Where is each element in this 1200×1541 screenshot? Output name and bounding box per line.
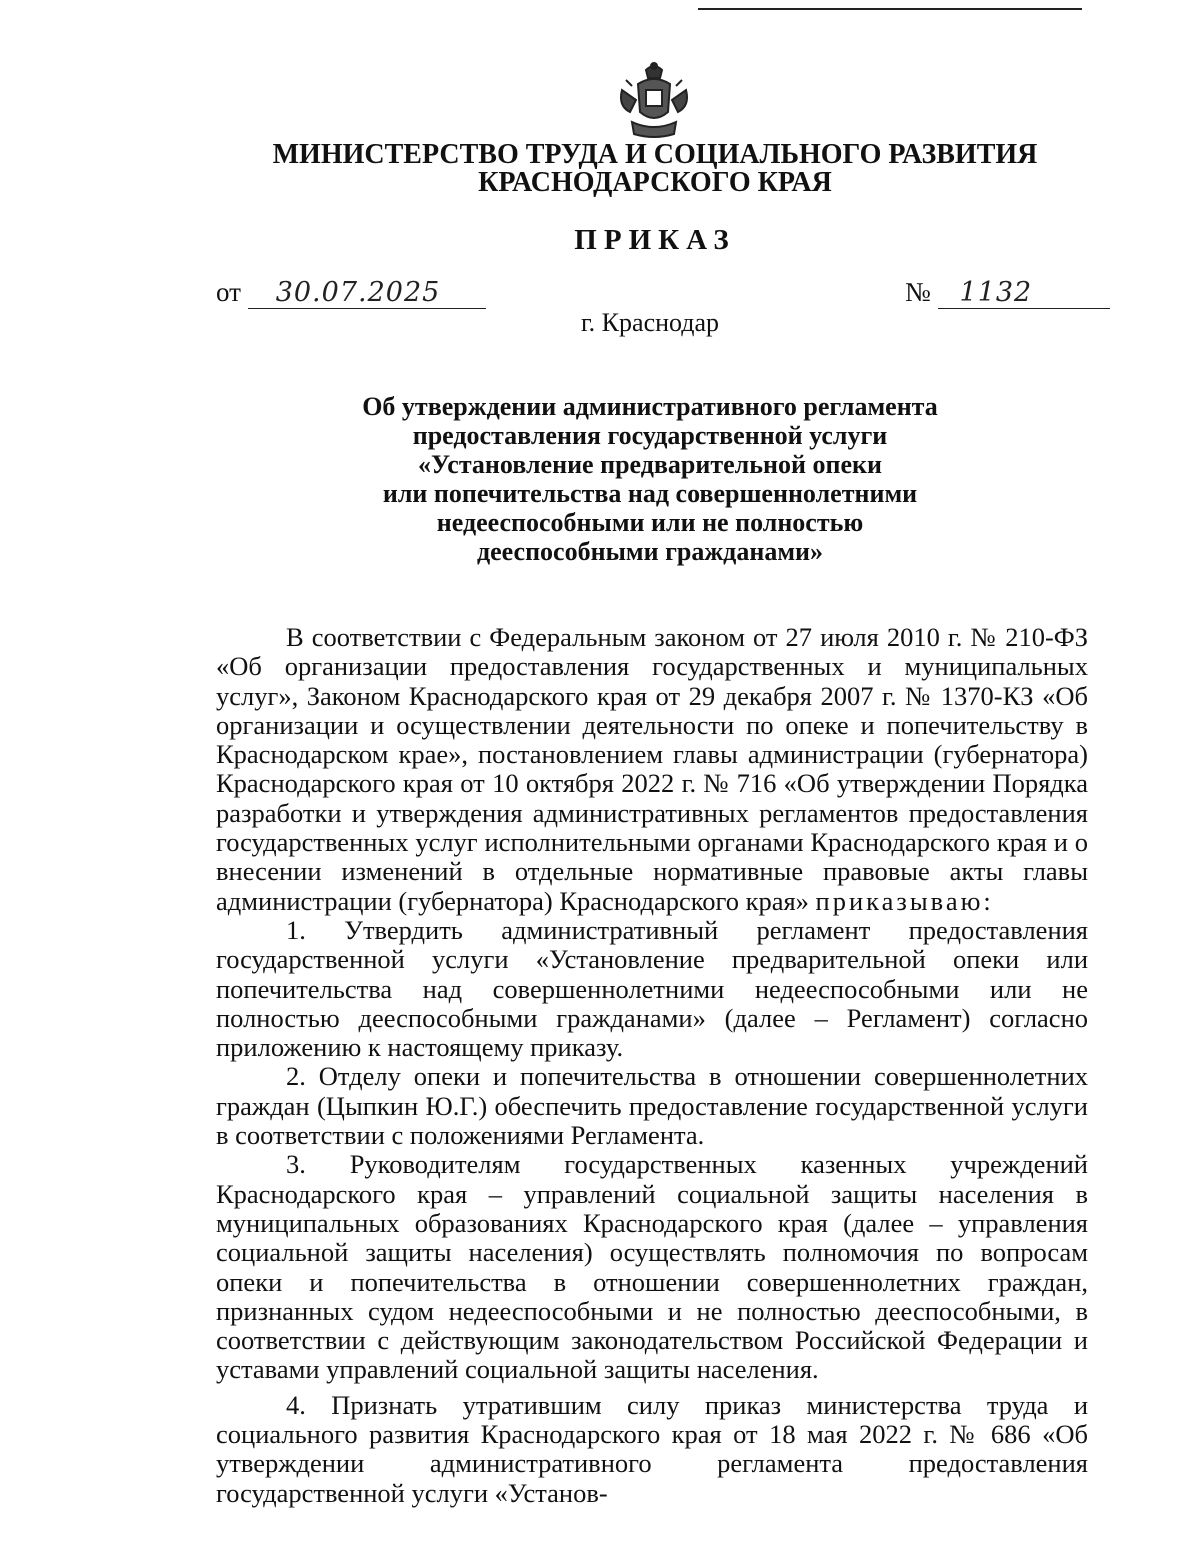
ministry-line-2: КРАСНОДАРСКОГО КРАЯ — [478, 167, 832, 198]
document-type-title: ПРИКАЗ — [574, 224, 736, 256]
subject-line: или попечительства над совершеннолетними — [382, 479, 918, 508]
order-item-2: 2. Отделу опеки и попечительства в отношении совершеннолетних граждан (Цыпкин Ю.Г.) обеспечить предоставление государственной услуги в соответствии с положениями Регламента. — [216, 1061, 1088, 1151]
handwritten-date: 30.07.2025 — [248, 277, 486, 309]
preamble-text: В соответствии с Федеральным законом от 27 июля 2010 г. № 210-ФЗ «Об организации предоставления государственных и муниципальных услуг», Законом Краснодарского края от 29 декабря 2007 г. № 1370-КЗ «Об организации и осуществлении деятельности по опеке и попечительству в Краснодарском крае», постановлением главы администрации (губернатора) Краснодарского края от 10 октября 2022 г. № 716 «Об утверждении Порядка разработки и утверждения административных регламентов предоставления государственных услуг исполнительными органами Краснодарского края и о внесении изменений в отдельные нормативные правовые акты главы администрации (губернатора) Краснодарского края» — [216, 622, 1088, 916]
order-body — [216, 623, 1088, 1508]
order-subject — [300, 392, 1000, 566]
preamble-paragraph — [216, 623, 1088, 916]
order-word: приказываю: — [815, 885, 994, 916]
order-item-3: 3. Руководителям государственных казенных учреждений Краснодарского края – управлений социальной защиты населения в муниципальных образованиях Краснодарского края (далее – управления социальной защиты населения) осуществлять полномочия по вопросам опеки и попечительства в отношении совершеннолетних граждан, признанных судом недееспособными и не полностью дееспособными, в соответствии с действующим законодательством Российской Федерации и уставами управлений социальной защиты населения. — [216, 1149, 1088, 1385]
order-item-1: 1. Утвердить административный регламент предоставления государственной услуги «Установление предварительной опеки или попечительства над совершеннолетними недееспособными или не полностью дееспособными гражданами» (далее – Регламент) согласно приложению к настоящему приказу. — [216, 914, 1088, 1063]
city-label: г. Краснодар — [580, 308, 720, 337]
ministry-line-1: МИНИСТЕРСТВО ТРУДА И СОЦИАЛЬНОГО РАЗВИТИЯ — [272, 139, 1038, 170]
subject-line: Об утверждении административного регламента — [362, 392, 938, 421]
subject-line: дееспособными гражданами» — [476, 537, 824, 566]
number-prefix: № — [905, 277, 931, 307]
handwritten-number: 1132 — [938, 277, 1110, 309]
date-prefix: от — [216, 277, 241, 307]
order-item-4: 4. Признать утратившим силу приказ министерства труда и социального развития Краснодарского края от 18 мая 2022 г. № 686 «Об утверждении административного регламента предоставления государственной услуги «Установ- — [216, 1389, 1088, 1508]
top-rule — [698, 8, 1082, 10]
ministry-name — [0, 141, 1200, 197]
date-field — [216, 277, 486, 309]
number-field — [905, 277, 1110, 309]
coat-of-arms-icon — [616, 60, 692, 140]
subject-line: «Установление предварительной опеки — [418, 450, 882, 479]
subject-line: предоставления государственной услуги — [412, 421, 888, 450]
subject-line: недееспособными или не полностью — [436, 508, 864, 537]
